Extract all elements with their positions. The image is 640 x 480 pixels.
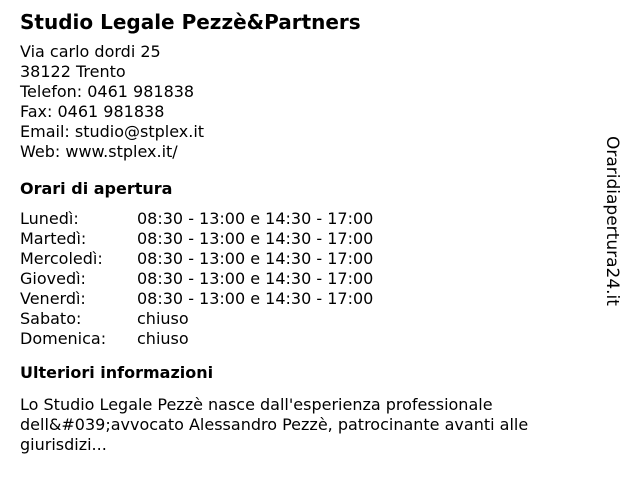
hours-value: 08:30 - 13:00 e 14:30 - 17:00 (137, 289, 374, 308)
business-description: Lo Studio Legale Pezzè nasce dall'esperienza professionale dell&#039;avvocato Alessandro Pezzè, patrocinante avanti alle giurisdizi... (20, 395, 529, 454)
more-info-heading: Ulteriori informazioni (20, 363, 214, 382)
fax-line: Fax: 0461 981838 (20, 102, 165, 121)
hours-row-wednesday (20, 249, 620, 269)
hours-row-saturday (20, 309, 620, 329)
hours-row-tuesday (20, 229, 620, 249)
web-line: Web: www.stplex.it/ (20, 142, 178, 161)
brand-watermark: Oraridiapertura24.it (602, 136, 622, 306)
day-label: Venerdì: (20, 289, 86, 308)
hours-row-monday (20, 209, 620, 229)
address-city: 38122 Trento (20, 62, 126, 81)
hours-row-friday (20, 289, 620, 309)
address-street: Via carlo dordi 25 (20, 42, 161, 61)
hours-value: chiuso (137, 309, 189, 328)
business-card (20, 8, 620, 455)
hours-row-thursday (20, 269, 620, 289)
address-block (20, 42, 620, 162)
hours-value: 08:30 - 13:00 e 14:30 - 17:00 (137, 269, 374, 288)
day-label: Giovedì: (20, 269, 86, 288)
hours-value: 08:30 - 13:00 e 14:30 - 17:00 (137, 249, 374, 268)
opening-hours-table (20, 209, 620, 349)
hours-row-sunday (20, 329, 620, 349)
business-name: Studio Legale Pezzè&Partners (20, 10, 361, 34)
opening-hours-heading: Orari di apertura (20, 179, 173, 198)
email-line: Email: studio@stplex.it (20, 122, 205, 141)
phone-line: Telefon: 0461 981838 (20, 82, 195, 101)
day-label: Domenica: (20, 329, 107, 348)
day-label: Mercoledì: (20, 249, 103, 268)
hours-value: chiuso (137, 329, 189, 348)
hours-value: 08:30 - 13:00 e 14:30 - 17:00 (137, 229, 374, 248)
hours-value: 08:30 - 13:00 e 14:30 - 17:00 (137, 209, 374, 228)
day-label: Sabato: (20, 309, 82, 328)
day-label: Lunedì: (20, 209, 79, 228)
day-label: Martedì: (20, 229, 87, 248)
